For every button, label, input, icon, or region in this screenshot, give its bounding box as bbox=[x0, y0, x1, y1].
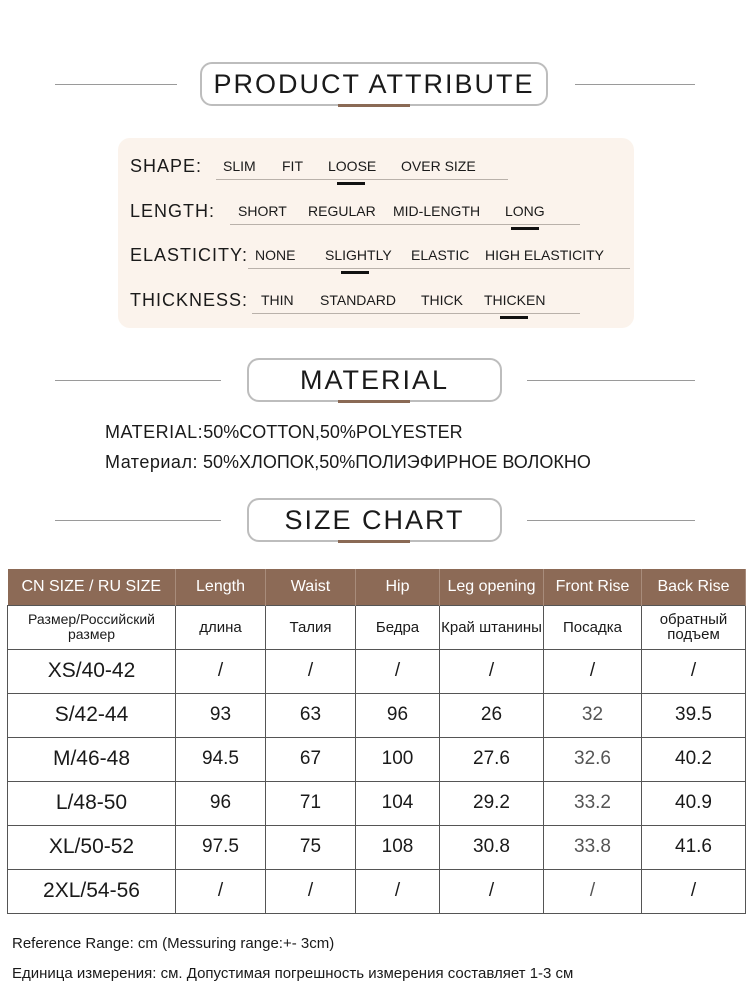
table-cell: 108 bbox=[356, 825, 440, 869]
table-row bbox=[8, 825, 746, 869]
table-cell: / bbox=[356, 649, 440, 693]
table-cell: 75 bbox=[266, 825, 356, 869]
column-header: Leg opening bbox=[440, 569, 544, 605]
table-cell: / bbox=[642, 869, 746, 913]
table-cell: 39.5 bbox=[642, 693, 746, 737]
attr-option-selected: LOOSE bbox=[328, 158, 377, 174]
table-cell: / bbox=[642, 649, 746, 693]
table-cell: 100 bbox=[356, 737, 440, 781]
reference-range-note: Reference Range: cm (Messuring range:+- 3cm) bbox=[12, 935, 335, 952]
attr-option-selected: LONG bbox=[505, 203, 545, 219]
attr-option: THICK bbox=[421, 292, 463, 308]
table-cell: 104 bbox=[356, 781, 440, 825]
table-cell: 29.2 bbox=[440, 781, 544, 825]
size-cell: M/46-48 bbox=[8, 737, 176, 781]
table-cell: / bbox=[440, 649, 544, 693]
column-header-ru: Посадка bbox=[544, 605, 642, 649]
section-title: PRODUCT ATTRIBUTE bbox=[200, 62, 548, 106]
table-cell: / bbox=[440, 869, 544, 913]
attr-option: SLIM bbox=[223, 158, 256, 174]
attr-option: OVER SIZE bbox=[401, 158, 476, 174]
table-cell: 33.8 bbox=[544, 825, 642, 869]
title-accent bbox=[338, 400, 410, 403]
divider-right bbox=[575, 84, 695, 85]
section-title: MATERIAL bbox=[247, 358, 502, 402]
table-cell: / bbox=[176, 869, 266, 913]
attr-label: ELASTICITY: bbox=[130, 245, 249, 265]
attr-option: SHORT bbox=[238, 203, 287, 219]
material-en-value: 50%COTTON,50%POLYESTER bbox=[203, 422, 463, 442]
attr-label: LENGTH: bbox=[130, 201, 216, 221]
column-header-ru: Размер/Российский размер bbox=[8, 605, 176, 649]
table-row bbox=[8, 781, 746, 825]
size-cell: S/42-44 bbox=[8, 693, 176, 737]
table-cell: 93 bbox=[176, 693, 266, 737]
selected-marker bbox=[500, 316, 528, 319]
attr-option: ELASTIC bbox=[411, 247, 470, 263]
section-title: SIZE CHART bbox=[247, 498, 502, 542]
column-header-ru: Край штанины bbox=[440, 605, 544, 649]
material-ru-label: Материал: bbox=[105, 452, 198, 472]
column-header: Length bbox=[176, 569, 266, 605]
attr-option: HIGH ELASTICITY bbox=[485, 247, 605, 263]
table-cell: / bbox=[544, 869, 642, 913]
table-cell: 67 bbox=[266, 737, 356, 781]
table-cell: / bbox=[356, 869, 440, 913]
table-cell: 94.5 bbox=[176, 737, 266, 781]
attr-option: THIN bbox=[261, 292, 294, 308]
material-en bbox=[105, 422, 463, 443]
table-cell: 32.6 bbox=[544, 737, 642, 781]
product-attribute-header bbox=[0, 62, 750, 108]
material-header bbox=[0, 358, 750, 404]
table-cell: 96 bbox=[356, 693, 440, 737]
attr-option: REGULAR bbox=[308, 203, 376, 219]
selected-marker bbox=[511, 227, 539, 230]
title-accent bbox=[338, 540, 410, 543]
table-cell: 96 bbox=[176, 781, 266, 825]
column-header-ru: Талия bbox=[266, 605, 356, 649]
selected-marker bbox=[341, 271, 369, 274]
column-header: Waist bbox=[266, 569, 356, 605]
column-header: Hip bbox=[356, 569, 440, 605]
table-header-row bbox=[8, 569, 746, 605]
table-cell: 26 bbox=[440, 693, 544, 737]
table-cell: 33.2 bbox=[544, 781, 642, 825]
divider-left bbox=[55, 84, 177, 85]
size-cell: XS/40-42 bbox=[8, 649, 176, 693]
size-chart-header bbox=[0, 498, 750, 544]
attr-label: SHAPE: bbox=[130, 156, 203, 176]
material-en-label: MATERIAL: bbox=[105, 422, 204, 442]
table-row bbox=[8, 649, 746, 693]
table-cell: 40.9 bbox=[642, 781, 746, 825]
column-header: Front Rise bbox=[544, 569, 642, 605]
table-cell: 41.6 bbox=[642, 825, 746, 869]
column-header-ru: обратный подъем bbox=[642, 605, 746, 649]
table-cell: / bbox=[544, 649, 642, 693]
attr-row-elasticity bbox=[130, 239, 630, 273]
size-chart-table bbox=[7, 569, 746, 914]
table-cell: 63 bbox=[266, 693, 356, 737]
table-cell: / bbox=[266, 869, 356, 913]
table-cell: / bbox=[266, 649, 356, 693]
table-cell: / bbox=[176, 649, 266, 693]
size-cell: L/48-50 bbox=[8, 781, 176, 825]
size-cell: XL/50-52 bbox=[8, 825, 176, 869]
column-header-ru: Бедра bbox=[356, 605, 440, 649]
table-subheader-row bbox=[8, 605, 746, 649]
attr-row-length bbox=[130, 195, 620, 229]
selected-marker bbox=[337, 182, 365, 185]
size-cell: 2XL/54-56 bbox=[8, 869, 176, 913]
attribute-panel bbox=[118, 138, 634, 328]
column-header: CN SIZE / RU SIZE bbox=[8, 569, 176, 605]
attr-option: MID-LENGTH bbox=[393, 203, 481, 219]
attr-option: NONE bbox=[255, 247, 296, 263]
attr-option-selected: THICKEN bbox=[484, 292, 546, 308]
table-cell: 97.5 bbox=[176, 825, 266, 869]
column-header-ru: длина bbox=[176, 605, 266, 649]
column-header: Back Rise bbox=[642, 569, 746, 605]
table-row bbox=[8, 693, 746, 737]
title-accent bbox=[338, 104, 410, 107]
divider-left bbox=[55, 380, 221, 381]
attr-row-thickness bbox=[130, 284, 620, 318]
attr-option: STANDARD bbox=[320, 292, 396, 308]
attr-label: THICKNESS: bbox=[130, 290, 249, 310]
material-ru bbox=[105, 452, 591, 473]
attr-row-shape bbox=[130, 150, 620, 184]
table-cell: 27.6 bbox=[440, 737, 544, 781]
table-cell: 32 bbox=[544, 693, 642, 737]
divider-right bbox=[527, 520, 695, 521]
attr-option-selected: SLIGHTLY bbox=[325, 247, 392, 263]
table-row bbox=[8, 737, 746, 781]
material-ru-value: 50%ХЛОПОК,50%ПОЛИЭФИРНОЕ ВОЛОКНО bbox=[202, 452, 591, 472]
table-cell: 71 bbox=[266, 781, 356, 825]
attr-option: FIT bbox=[282, 158, 303, 174]
table-cell: 30.8 bbox=[440, 825, 544, 869]
measurement-note-ru: Единица измерения: см. Допустимая погрешность измерения составляет 1-3 см bbox=[12, 965, 574, 982]
table-cell: 40.2 bbox=[642, 737, 746, 781]
divider-left bbox=[55, 520, 221, 521]
table-row bbox=[8, 869, 746, 913]
divider-right bbox=[527, 380, 695, 381]
